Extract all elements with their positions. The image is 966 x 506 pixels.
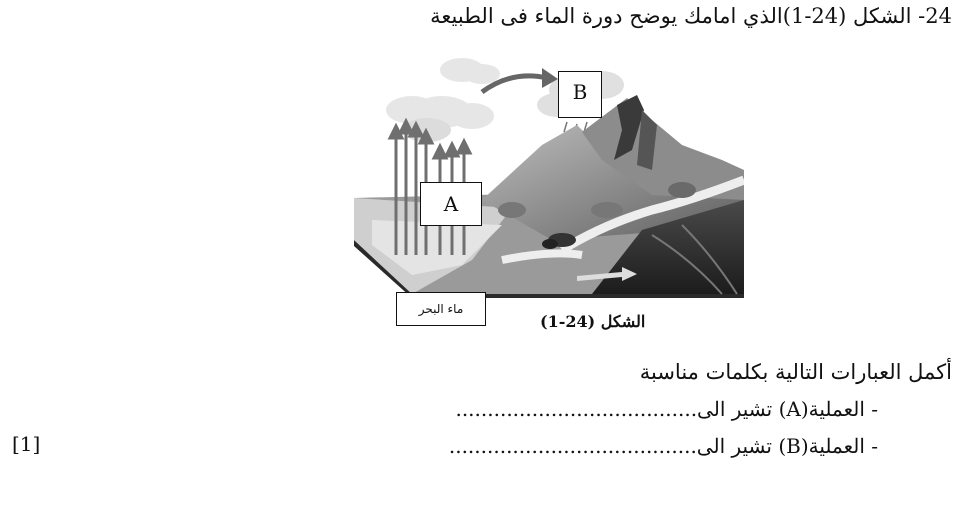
instruction-text: أكمل العبارات التالية بكلمات مناسبة — [639, 360, 952, 384]
figure-caption: الشكل (24-1) — [540, 312, 646, 331]
question-title: 24- الشكل (24-1)الذي امامك يوضح دورة الماء فى الطبيعة — [430, 4, 952, 28]
water-cycle-illustration — [352, 50, 744, 298]
label-box-b: B — [558, 71, 602, 118]
answer-line-a[interactable]: - العملية(A) تشير الى...................................... — [455, 397, 878, 421]
label-box-a: A — [420, 182, 482, 226]
marks-label: [1] — [12, 432, 41, 456]
answer-line-b[interactable]: - العملية(B) تشير الى....................................... — [448, 434, 878, 458]
sea-water-label: ماء البحر — [396, 292, 486, 326]
